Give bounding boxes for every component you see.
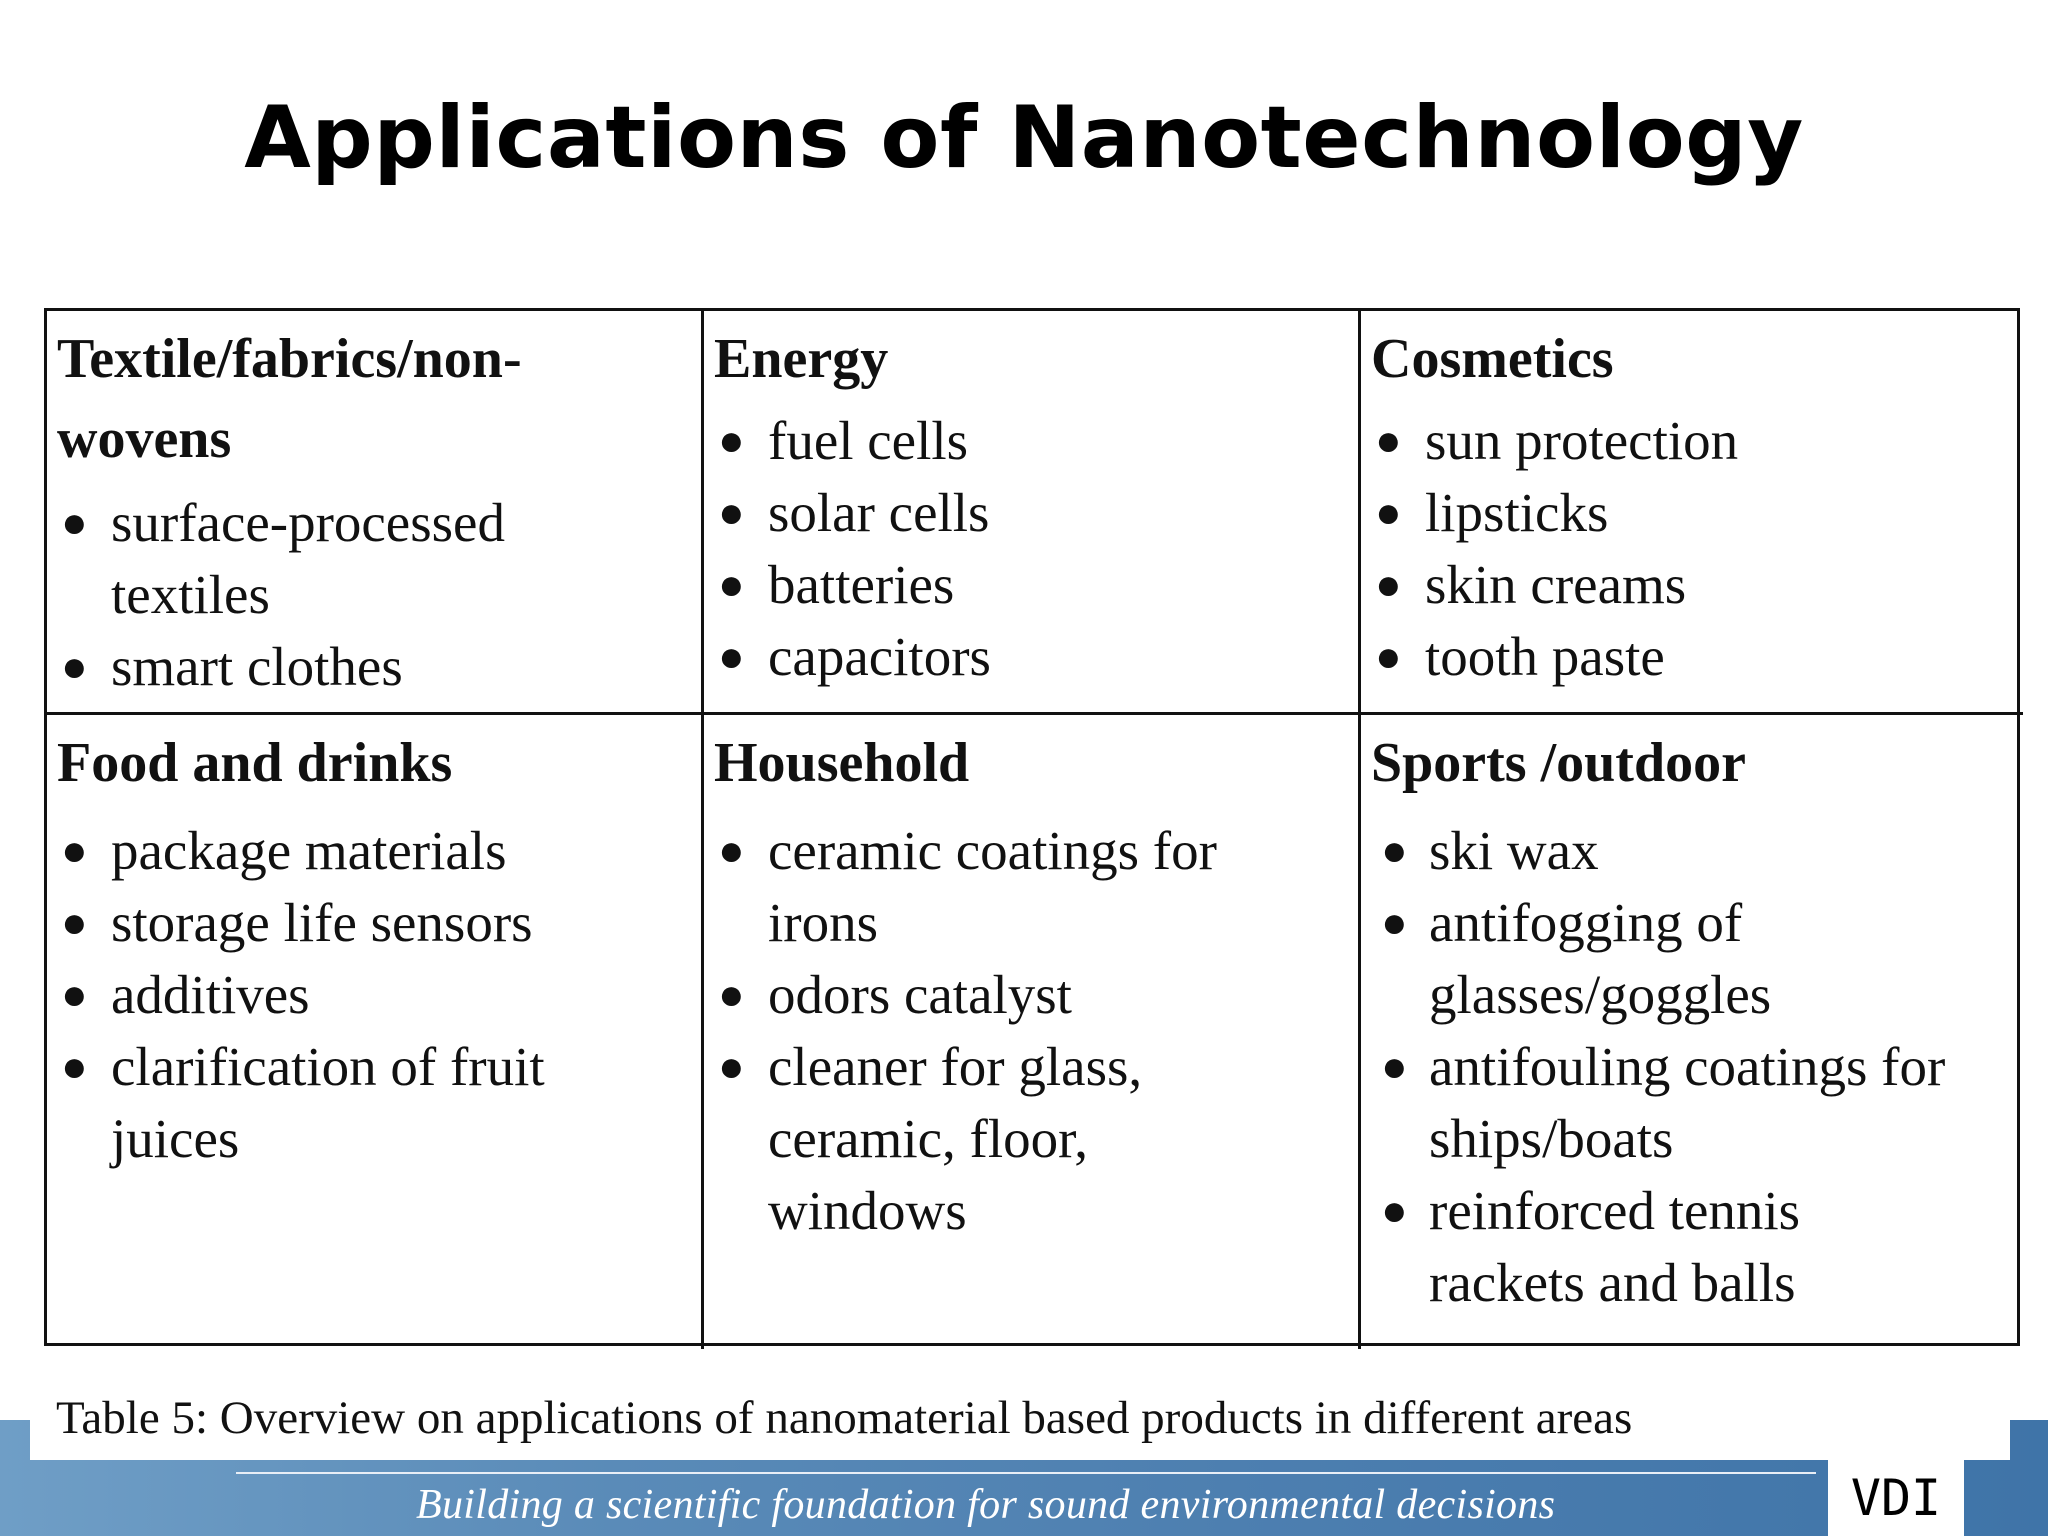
cell-item-list	[714, 405, 1348, 693]
list-item	[714, 405, 1348, 477]
table-cell-sports-outdoor	[1361, 715, 2023, 1349]
cell-item-list	[57, 815, 691, 1175]
bullet-icon: ●	[718, 1042, 745, 1091]
cell-item-list	[1371, 815, 2013, 1319]
list-item-text: clarification of fruit juices	[111, 1036, 545, 1169]
cell-title: Sports /outdoor	[1371, 732, 1746, 794]
list-item-text: lipsticks	[1425, 482, 1609, 543]
list-item	[714, 959, 1348, 1031]
bullet-icon: ●	[1381, 1186, 1408, 1235]
list-item-text: storage life sensors	[111, 892, 533, 953]
list-item	[57, 887, 691, 959]
list-item-text: antifogging of glasses/goggles	[1429, 892, 1772, 1025]
list-item	[1371, 477, 2013, 549]
bullet-icon: ●	[61, 498, 88, 547]
bullet-icon: ●	[1375, 560, 1402, 609]
bullet-icon: ●	[718, 970, 745, 1019]
bullet-icon: ●	[1375, 416, 1402, 465]
list-item-text: additives	[111, 964, 310, 1025]
list-item	[57, 631, 691, 703]
bullet-icon: ●	[61, 970, 88, 1019]
list-item	[1371, 815, 2013, 887]
list-item	[714, 477, 1348, 549]
applications-table	[44, 308, 2020, 1346]
cell-title: Food and drinks	[57, 732, 453, 794]
list-item-text: reinforced tennis rackets and balls	[1429, 1180, 1801, 1313]
list-item-text: tooth paste	[1425, 626, 1665, 687]
list-item	[57, 1031, 657, 1175]
cell-item-list	[57, 487, 691, 703]
list-item-text: ski wax	[1429, 820, 1599, 881]
bullet-icon: ●	[718, 560, 745, 609]
bullet-icon: ●	[1381, 826, 1408, 875]
bullet-icon: ●	[1375, 632, 1402, 681]
vdi-badge: VDI	[1828, 1460, 1964, 1536]
bullet-icon: ●	[61, 1042, 88, 1091]
list-item	[1371, 887, 1891, 1031]
list-item	[1371, 1175, 1891, 1319]
table-caption: Table 5: Overview on applications of nanomaterial based products in different areas	[30, 1376, 2010, 1460]
list-item	[57, 959, 691, 1031]
bullet-icon: ●	[61, 642, 88, 691]
table-cell-cosmetics	[1361, 311, 2023, 715]
list-item-text: ceramic coatings for irons	[768, 820, 1217, 953]
list-item	[714, 621, 1348, 693]
bullet-icon: ●	[718, 632, 745, 681]
table-cell-food-drinks	[47, 715, 704, 1349]
bullet-icon: ●	[718, 416, 745, 465]
list-item	[57, 487, 527, 631]
slide-title: Applications of Nanotechnology	[244, 88, 1804, 188]
cell-item-list	[714, 815, 1348, 1247]
list-item	[1371, 549, 2013, 621]
cell-title: Energy	[714, 328, 889, 390]
list-item-text: package materials	[111, 820, 507, 881]
list-item	[1371, 1031, 1951, 1175]
bullet-icon: ●	[1381, 898, 1408, 947]
list-item	[57, 815, 691, 887]
list-item	[714, 815, 1314, 959]
cell-title: Household	[714, 732, 970, 794]
table-cell-textiles	[47, 311, 704, 715]
cell-title: Textile/fabrics/non-wovens	[57, 328, 522, 470]
table-grid	[44, 308, 2020, 1346]
list-item-text: surface-processed textiles	[111, 492, 505, 625]
list-item-text: cleaner for glass, ceramic, floor, windows	[768, 1036, 1143, 1241]
bullet-icon: ●	[718, 488, 745, 537]
list-item-text: odors catalyst	[768, 964, 1072, 1025]
list-item-text: skin creams	[1425, 554, 1687, 615]
list-item-text: antifouling coatings for ships/boats	[1429, 1036, 1946, 1169]
bullet-icon: ●	[61, 898, 88, 947]
list-item	[1371, 621, 2013, 693]
bullet-icon: ●	[718, 826, 745, 875]
footer-divider	[236, 1472, 1816, 1474]
list-item	[714, 549, 1348, 621]
bullet-icon: ●	[1381, 1042, 1408, 1091]
bullet-icon: ●	[61, 826, 88, 875]
list-item-text: fuel cells	[768, 410, 969, 471]
footer-tagline: Building a scientific foundation for sound environmental decisions	[416, 1482, 1556, 1528]
table-cell-energy	[704, 311, 1361, 715]
list-item	[714, 1031, 1254, 1247]
list-item-text: sun protection	[1425, 410, 1739, 471]
list-item	[1371, 405, 2013, 477]
list-item-text: batteries	[768, 554, 955, 615]
cell-item-list	[1371, 405, 2013, 693]
bullet-icon: ●	[1375, 488, 1402, 537]
list-item-text: smart clothes	[111, 636, 403, 697]
cell-title: Cosmetics	[1371, 328, 1614, 390]
table-cell-household	[704, 715, 1361, 1349]
list-item-text: capacitors	[768, 626, 991, 687]
list-item-text: solar cells	[768, 482, 990, 543]
